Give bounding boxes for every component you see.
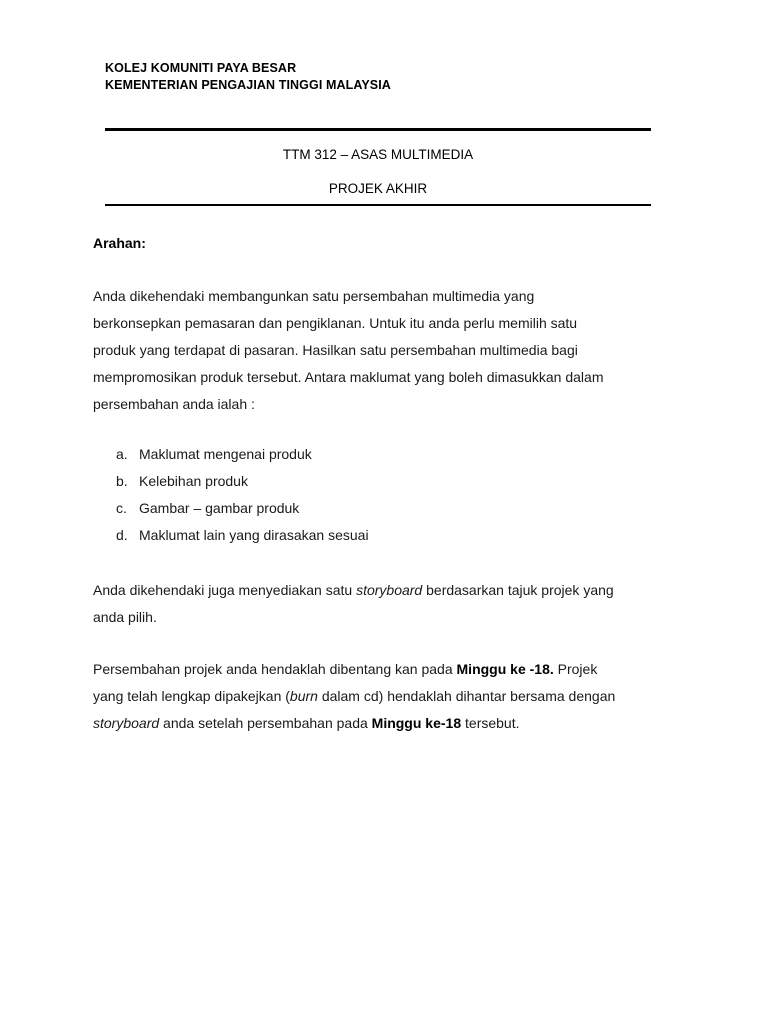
italic-term: storyboard [93, 715, 160, 731]
paragraph-line [93, 656, 693, 683]
storyboard-paragraph [93, 577, 693, 631]
paragraph-line [93, 577, 693, 604]
paragraph-line [93, 710, 693, 737]
deadline-week: Minggu ke -18. [456, 661, 554, 677]
intro-paragraph [93, 283, 693, 418]
top-divider [105, 128, 651, 131]
list-item-text: Maklumat mengenai produk [139, 446, 312, 462]
course-title: TTM 312 – ASAS MULTIMEDIA [282, 147, 474, 162]
list-item-text: Gambar – gambar produk [139, 500, 300, 516]
intro-line: mempromosikan produk tersebut. Antara maklumat yang boleh dimasukkan dalam [93, 369, 604, 385]
list-marker: d. [116, 527, 128, 543]
intro-line: berkonsepkan pemasaran dan pengiklanan. Untuk itu anda perlu memilih satu [93, 315, 578, 331]
text-run: tersebut. [461, 715, 520, 731]
text-run: yang telah lengkap dipakejkan ( [93, 688, 290, 704]
text-run: berdasarkan tajuk projek yang [422, 582, 614, 598]
text-run: Anda dikehendaki juga menyediakan satu [93, 582, 357, 598]
list-item [116, 522, 369, 549]
intro-line: persembahan anda ialah : [93, 396, 255, 412]
deadline-week: Minggu ke-18 [371, 715, 462, 731]
paragraph-line [93, 683, 693, 710]
list-marker: a. [116, 446, 128, 462]
presentation-paragraph [93, 656, 693, 737]
text-run: dalam cd) hendaklah dihantar bersama dengan [317, 688, 616, 704]
list-marker: b. [116, 473, 128, 489]
text-run: Projek [553, 661, 598, 677]
list-marker: c. [116, 500, 127, 516]
list-item [116, 441, 369, 468]
intro-line: produk yang terdapat di pasaran. Hasilkan satu persembahan multimedia bagi [93, 342, 578, 358]
project-title: PROJEK AKHIR [328, 181, 428, 196]
list-item-text: Kelebihan produk [139, 473, 248, 489]
italic-term: storyboard [356, 582, 423, 598]
italic-term: burn [289, 688, 318, 704]
list-item-text: Maklumat lain yang dirasakan sesuai [139, 527, 369, 543]
institution-name: KOLEJ KOMUNITI PAYA BESAR [105, 61, 297, 75]
intro-line: Anda dikehendaki membangunkan satu persembahan multimedia yang [93, 288, 535, 304]
paragraph-line: anda pilih. [93, 609, 157, 625]
list-item [116, 495, 369, 522]
ministry-name: KEMENTERIAN PENGAJIAN TINGGI MALAYSIA [105, 78, 391, 92]
bottom-divider [105, 204, 651, 206]
content-list [116, 441, 369, 549]
instructions-heading: Arahan: [93, 235, 146, 251]
text-run: Persembahan projek anda hendaklah dibentang kan pada [93, 661, 457, 677]
list-item [116, 468, 369, 495]
text-run: anda setelah persembahan pada [159, 715, 372, 731]
